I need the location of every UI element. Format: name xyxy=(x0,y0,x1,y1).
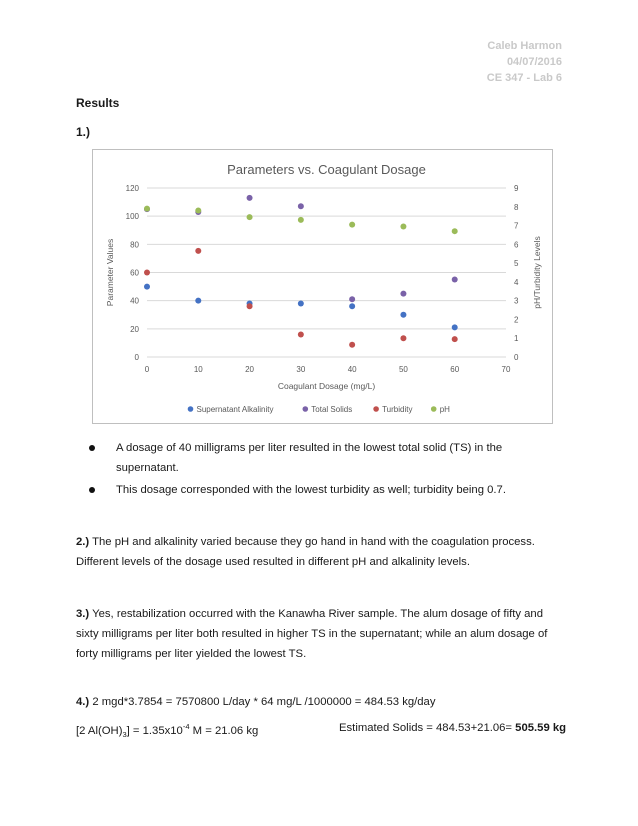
x-tick-label: 0 xyxy=(144,365,150,374)
eq-subscript: 3 xyxy=(122,730,127,740)
estimate-value: 505.59 kg xyxy=(515,722,567,734)
y2-tick-label: 8 xyxy=(514,202,519,212)
eq-suffix: M = 21.06 kg xyxy=(189,724,259,737)
x-tick-label: 10 xyxy=(193,365,203,374)
x-tick-label: 20 xyxy=(245,365,255,374)
answer-2-text: The pH and alkalinity varied because they go hand in hand with the coagulation process. Different levels of the dosage used resulted in different pH and alkalinity levels. xyxy=(76,536,535,568)
y2-tick-label: 6 xyxy=(514,240,519,250)
data-point xyxy=(349,342,355,348)
data-point xyxy=(195,298,201,304)
data-point xyxy=(349,296,355,302)
y2-tick-label: 5 xyxy=(514,259,519,269)
legend-marker xyxy=(431,406,437,412)
x-tick-label: 50 xyxy=(398,365,408,374)
eq-prefix: [2 Al(OH) xyxy=(76,724,123,737)
y2-axis-label: pH/Turbidity Levels xyxy=(532,236,542,309)
scatter-chart xyxy=(93,150,552,423)
data-point xyxy=(452,277,458,283)
data-point xyxy=(349,222,355,228)
chart-title: Parameters vs. Coagulant Dosage xyxy=(227,162,426,177)
x-tick-label: 40 xyxy=(347,365,357,374)
data-point xyxy=(144,270,150,276)
data-point xyxy=(452,228,458,234)
y2-tick-label: 9 xyxy=(514,184,519,193)
page-header xyxy=(487,38,562,86)
finding-item xyxy=(86,480,556,500)
eq-superscript: -4 xyxy=(182,722,190,731)
eq-mid: ] = 1.35x10 xyxy=(126,724,183,737)
finding-text: A dosage of 40 milligrams per liter resulted in the lowest total solid (TS) in the supernatant. xyxy=(116,442,503,474)
data-point xyxy=(144,206,150,212)
y-tick-label: 80 xyxy=(130,240,139,250)
results-heading: Results xyxy=(76,96,120,110)
answer-2-label: 2.) xyxy=(76,536,90,548)
answer-4 xyxy=(76,692,566,712)
legend-marker xyxy=(303,406,309,412)
answer-3 xyxy=(76,604,566,664)
aluminum-hydroxide-equation xyxy=(76,722,566,739)
data-point xyxy=(400,291,406,297)
y2-tick-label: 4 xyxy=(514,277,519,287)
legend-entry: pH xyxy=(439,405,450,414)
estimated-solids xyxy=(339,722,566,734)
data-point xyxy=(349,303,355,309)
finding-item xyxy=(86,438,556,478)
data-point xyxy=(247,214,253,220)
data-point xyxy=(298,217,304,223)
data-point xyxy=(195,208,201,214)
x-tick-label: 30 xyxy=(296,365,306,374)
legend-entry: Total Solids xyxy=(311,405,353,414)
y-axis-label: Parameter Values xyxy=(105,238,115,307)
data-point xyxy=(298,203,304,209)
data-point xyxy=(400,312,406,318)
y2-tick-label: 1 xyxy=(514,334,519,344)
x-tick-label: 60 xyxy=(450,365,460,374)
course-label: CE 347 - Lab 6 xyxy=(486,72,562,84)
finding-text: This dosage corresponded with the lowest turbidity as well; turbidity being 0.7. xyxy=(116,484,506,496)
legend-entry: Supernatant Alkalinity xyxy=(196,405,274,414)
bullet-icon xyxy=(89,487,95,493)
question-1-label: 1.) xyxy=(76,125,91,139)
x-axis-label: Coagulant Dosage (mg/L) xyxy=(277,381,376,391)
y2-tick-label: 3 xyxy=(514,296,519,306)
legend-marker xyxy=(188,406,194,412)
y2-tick-label: 7 xyxy=(514,221,519,231)
data-point xyxy=(195,248,201,254)
data-point xyxy=(400,223,406,229)
answer-2 xyxy=(76,532,566,572)
data-point xyxy=(298,331,304,337)
data-point xyxy=(452,324,458,330)
y-tick-label: 60 xyxy=(130,268,139,278)
answer-4-text: 2 mgd*3.7854 = 7570800 L/day * 64 mg/L /1000000 = 484.53 kg/day xyxy=(89,696,436,708)
data-point xyxy=(400,335,406,341)
findings-list xyxy=(86,438,556,502)
data-point xyxy=(247,303,253,309)
data-point xyxy=(247,195,253,201)
data-point xyxy=(298,300,304,306)
y2-tick-label: 2 xyxy=(514,315,519,325)
y-tick-label: 0 xyxy=(134,353,139,362)
x-tick-label: 70 xyxy=(501,365,511,374)
report-date: 04/07/2016 xyxy=(506,56,562,68)
y-tick-label: 100 xyxy=(125,212,139,222)
legend-marker xyxy=(373,406,379,412)
chart-frame xyxy=(92,149,553,424)
data-point xyxy=(452,336,458,342)
answer-3-text: Yes, restabilization occurred with the Kanawha River sample. The alum dosage of fifty and sixty milligrams per liter both resulted in higher TS in the supernatant; while an alum dosage of forty milligrams per liter yielded the lowest TS. xyxy=(76,608,548,660)
data-point xyxy=(144,284,150,290)
estimate-text: Estimated Solids = 484.53+21.06= xyxy=(339,722,516,734)
y-tick-label: 20 xyxy=(130,324,139,334)
answer-3-label: 3.) xyxy=(76,608,90,620)
y-tick-label: 40 xyxy=(130,296,139,306)
author-name: Caleb Harmon xyxy=(487,40,562,52)
y-tick-label: 120 xyxy=(125,184,139,193)
answer-4-label: 4.) xyxy=(76,696,90,708)
legend-entry: Turbidity xyxy=(382,405,413,414)
bullet-icon xyxy=(89,445,95,451)
y2-tick-label: 0 xyxy=(514,353,519,362)
